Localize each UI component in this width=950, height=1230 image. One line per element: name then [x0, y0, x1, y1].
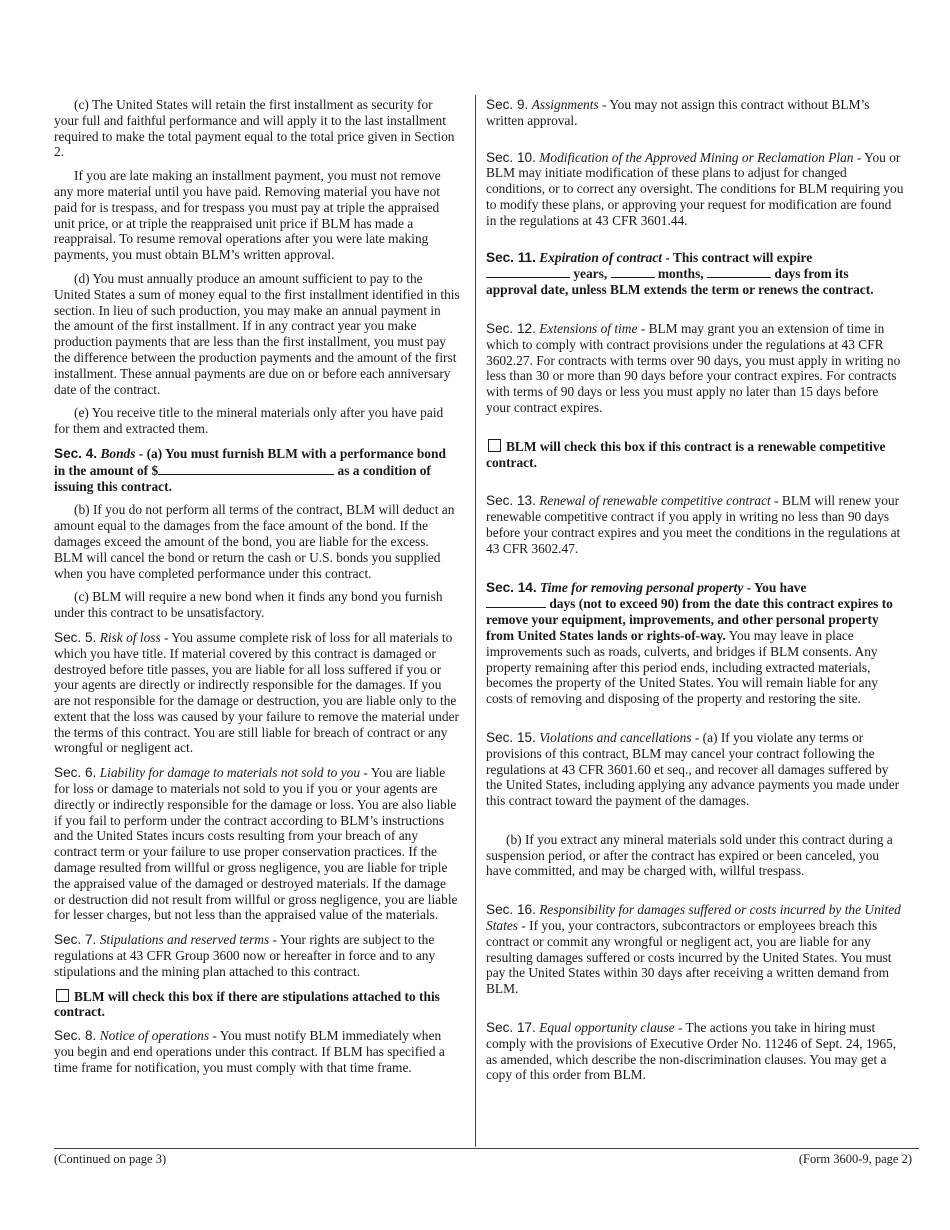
sec7-title: Stipulations and reserved terms	[99, 932, 270, 948]
renewable-check-label: BLM will check this box if this contract is a renewable competitive contract.	[486, 438, 886, 470]
sec17-number: Sec. 17.	[486, 1020, 536, 1036]
sec4-title: Bonds	[100, 445, 136, 461]
sec14-personal-property	[486, 580, 904, 707]
sec3-para-d: (d) You must annually produce an amount sufficient to pay to the United States a sum of money equal to the first installment identified in this section. In lieu of such production, you may make an annual payment in the amount of the first installment. If in any contract year you make production payments that are less than the first installment, you must pay the difference between the production payments and the amount of the first installment. These annual payments are due on or before each anniversary date of the contract.	[54, 270, 460, 397]
sec6-liability	[54, 765, 460, 923]
left-column	[54, 97, 460, 1076]
sec3-para-e: (e) You receive title to the mineral materials only after you have paid for them and extracted them.	[54, 405, 444, 437]
sec8-text: - You must notify BLM immediately when you begin and end operations under this contract. If BLM has specified a time frame for notification, you must comply with that time frame.	[54, 1028, 445, 1075]
sec3-para-late: If you are late making an installment payment, you must not remove any more material until you have paid. Removing material you have not paid for is trespass, and for trespass you must pay at triple the appraised unit price, or at triple the reappraised unit price if BLM has made a reappraisal. To resume removal operations after you were late making payments, you must obtain BLM’s written approval.	[54, 168, 441, 263]
sec8-number: Sec. 8.	[54, 1028, 97, 1044]
right-column	[486, 97, 904, 1083]
sec13-text: - BLM will renew your renewable competitive contract if you apply in writing no less than 90 days before your contract expires and you meet the conditions in the regulations at 43 CFR 3602.47.	[486, 493, 901, 556]
sec10-modification	[486, 150, 904, 229]
sec14-bold1: - You have	[743, 579, 807, 595]
sec16-text: - If you, your contractors, subcontractors or employees breach this contract or commit any wrongful or negligent act, you are liable for any resulting damages suffered or costs incurred by the United States. You must pay the United States within 30 days after receiving a written demand from BLM.	[486, 918, 892, 997]
sec5-text: - You assume complete risk of loss for all materials to which you have title. If material covered by this contract is damaged or destroyed before title passes, you are liable for all loss suffered if you or your agents are directly or indirectly responsible for the damages. If you are not responsible for the damage or destruction, you are liable only to the extent that the loss was caused by your failure to remove the material under the terms of this contract. You are still liable for breach of contract or any wrongful or negligent act.	[54, 629, 459, 756]
sec14-number: Sec. 14.	[486, 579, 537, 595]
sec5-title: Risk of loss	[99, 629, 161, 645]
stipulations-check-row	[54, 989, 460, 1021]
stipulations-checkbox[interactable]	[56, 989, 69, 1002]
sec9-text: - You may not assign this contract without BLM’s written approval.	[486, 97, 870, 128]
renewable-checkbox[interactable]	[488, 439, 501, 452]
sec14-bold2: days (not to exceed 90) from the date this contract expires to remove your equipment, improvements, and other personal property from United States lands or rights-of-way.	[486, 596, 893, 643]
expire-days-field[interactable]	[707, 265, 771, 278]
sec4-text2: as a condition of issuing this contract.	[54, 462, 431, 494]
sec16-responsibility	[486, 902, 904, 997]
expire-months-field[interactable]	[611, 265, 655, 278]
sec10-number: Sec. 10.	[486, 149, 536, 165]
sec17-text: - The actions you take in hiring must comply with the provisions of Executive Order No. 11246 of Sept. 24, 1965, as amended, which describe the non-discrimination clauses. You may get a copy of this order from BLM.	[486, 1020, 897, 1083]
sec14-text: You may leave in place improvements such as roads, culverts, and bridges if BLM consents. Any property remaining after this period ends, including extracted materials, becomes the property of the United States. You will remain liable for any costs of removing and disposing of the property and restoring the site.	[486, 627, 878, 707]
sec4-number: Sec. 4.	[54, 445, 98, 461]
sec4-para-c: (c) BLM will require a new bond when it finds any bond you furnish under this contract to be unsatisfactory.	[54, 589, 443, 621]
sec12-title: Extensions of time	[539, 320, 638, 336]
sec5-number: Sec. 5.	[54, 629, 97, 645]
sec3-para-c: (c) The United States will retain the first installment as security for your full and faithful performance and will apply it to the last installment required to make the total payment equal to the total price given in Section 2.	[54, 97, 455, 160]
sec9-title: Assignments	[531, 97, 599, 112]
sec11-days: days from its	[771, 266, 849, 282]
sec7-number: Sec. 7.	[54, 932, 97, 948]
sec12-text: - BLM may grant you an extension of time in which to comply with contract provisions under the regulations at 43 CFR 3602.27. For contracts with terms over 90 days, you must apply in writing no less than 30 or more than 90 days before your contract expires. For contracts with terms of 90 days or less you must apply no later than 15 days before your contract expires.	[486, 320, 901, 415]
sec11-lead: - This contract will expire	[662, 249, 813, 265]
column-divider	[475, 95, 476, 1147]
sec13-number: Sec. 13.	[486, 493, 536, 509]
sec8-notice	[54, 1028, 460, 1075]
sec10-title: Modification of the Approved Mining or Reclamation Plan	[539, 149, 854, 165]
sec7-text: - Your rights are subject to the regulations at 43 CFR Group 3600 now or hereafter in force and to any stipulations and the mining plan attached to this contract.	[54, 932, 436, 979]
sec17-title: Equal opportunity clause	[539, 1020, 675, 1036]
bond-amount-field[interactable]	[158, 462, 334, 475]
sec15-number: Sec. 15.	[486, 729, 536, 745]
sec15-para-b: (b) If you extract any mineral materials sold under this contract during a suspension period, or after the contract has expired or been canceled, you have committed, and may be charged with, willful trespass.	[486, 831, 893, 879]
continued-note: (Continued on page 3)	[54, 1152, 167, 1166]
sec4-text1: - (a) You must furnish BLM with a performance bond in the amount of $	[54, 445, 446, 478]
sec16-number: Sec. 16.	[486, 902, 536, 918]
sec6-text: - You are liable for loss or damage to materials not sold to you if you or your agents are directly or indirectly responsible for the damage or loss. You are also liable if you fail to perform under the contract according to BLM’s instructions and the United States incurs costs resulting from your breach of any contract term or your failure to use proper conservation practices. If the damage resulted from willful or gross negligence, you are liable for triple the appraised value of the damaged or destroyed materials. If the damage or destruction did not result from willful or gross negligence, you are liable for lesser charges, but not less than the appraised value of the materials.	[54, 765, 458, 923]
removal-days-field[interactable]	[486, 595, 546, 608]
sec15-violations	[486, 730, 904, 809]
sec13-title: Renewal of renewable competitive contract	[539, 493, 771, 509]
renewable-check-row	[486, 439, 904, 471]
sec9-assignments	[486, 97, 904, 129]
sec4-bonds	[54, 446, 460, 494]
sec11-expiration	[486, 250, 904, 298]
sec15-text: - (a) If you violate any terms or provisions of this contract, BLM may cancel your contract following the regulations at 43 CFR 3601.60 et seq., and recover all damages suffered by the United States, including applying any advance payments you made under this contract toward the payment of the damages.	[486, 729, 900, 809]
sec11-number: Sec. 11.	[486, 249, 536, 265]
sec11-title: Expiration of contract	[539, 249, 663, 265]
sec7-stipulations	[54, 932, 460, 979]
sec11-tail: approval date, unless BLM extends the term or renews the contract.	[486, 282, 874, 298]
footer-rule	[54, 1148, 919, 1149]
sec15-title: Violations and cancellations	[539, 729, 692, 745]
sec11-months: months,	[654, 266, 704, 282]
sec14-title: Time for removing personal property	[540, 579, 744, 595]
form-page-label: (Form 3600-9, page 2)	[798, 1152, 912, 1166]
sec12-extensions	[486, 321, 904, 416]
sec8-title: Notice of operations	[99, 1028, 210, 1044]
sec13-renewal	[486, 493, 904, 556]
sec12-number: Sec. 12.	[486, 320, 536, 336]
sec6-title: Liability for damage to materials not sold to you	[99, 765, 361, 781]
sec9-number: Sec. 9.	[486, 97, 529, 112]
stipulations-check-label: BLM will check this box if there are stipulations attached to this contract.	[54, 988, 440, 1020]
sec5-risk-of-loss	[54, 630, 460, 756]
sec17-equal-opportunity	[486, 1020, 904, 1083]
expire-years-field[interactable]	[486, 265, 570, 278]
sec10-text: - You or BLM may initiate modification of these plans to adjust for changed conditions, or to correct any oversight. The conditions for BLM requiring you to modify these plans, or approving your request for modification are found in the regulations at 43 CFR 3601.44.	[486, 149, 904, 228]
sec4-para-b: (b) If you do not perform all terms of the contract, BLM will deduct an amount equal to the damages from the face amount of the bond. If the damages exceed the amount of the bond, you are liable for the excess. BLM will cancel the bond or return the cash or U.S. bonds you supplied when you have completed performance under this contract.	[54, 502, 455, 581]
sec11-years: years,	[570, 266, 608, 282]
sec6-number: Sec. 6.	[54, 765, 97, 781]
sec16-title: Responsibility for damages suffered or costs incurred by the United States	[486, 902, 901, 934]
